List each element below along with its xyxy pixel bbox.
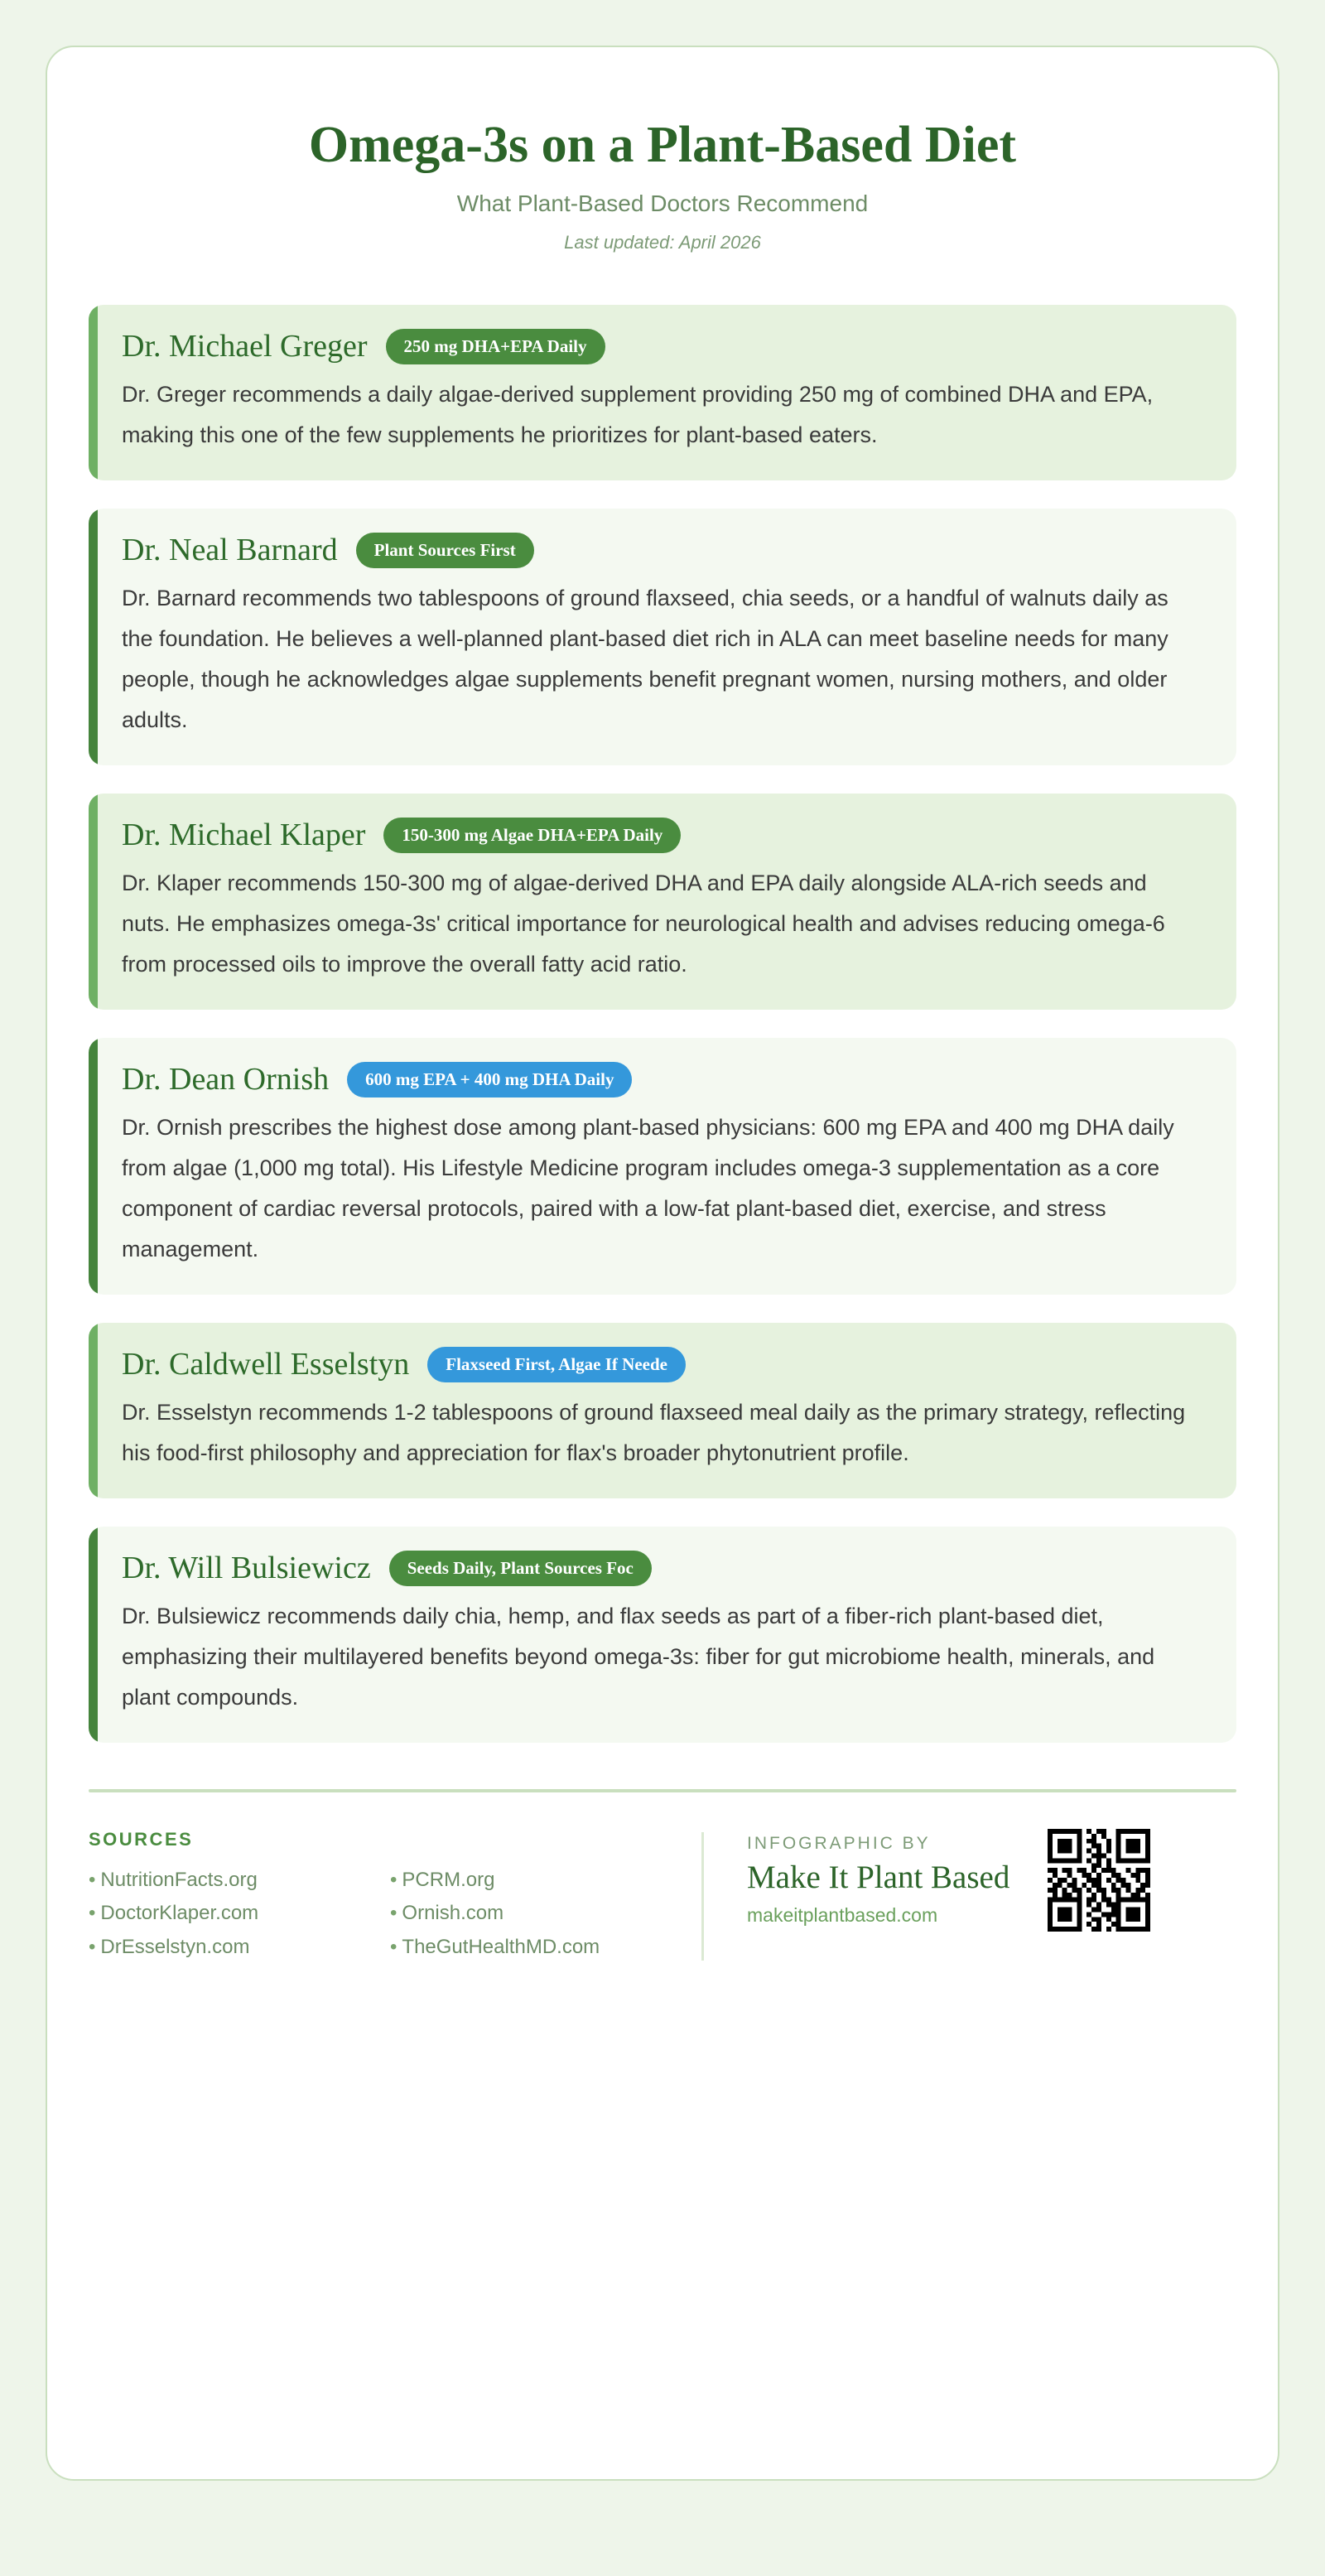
bullet-icon: •	[89, 1868, 96, 1891]
doctor-name: Dr. Dean Ornish	[122, 1062, 330, 1097]
doctor-card	[89, 305, 1236, 480]
card-header	[122, 532, 1207, 570]
card-header	[122, 817, 1207, 855]
bullet-icon: •	[89, 1902, 96, 1925]
bullet-icon: •	[390, 1935, 398, 1958]
doctor-name: Dr. Will Bulsiewicz	[122, 1550, 371, 1585]
bullet-icon: •	[390, 1868, 398, 1891]
source-label: DrEsselstyn.com	[100, 1935, 250, 1958]
doctor-recommendation-text: Dr. Greger recommends a daily algae-derived supplement providing 250 mg of combined DHA and EPA, making this one of the few supplements he prioritizes for plant-based eaters.	[122, 381, 1154, 447]
page-title: Omega-3s on a Plant-Based Diet	[308, 117, 1017, 173]
brand-url[interactable]: makeitplantbased.com	[747, 1903, 938, 1926]
source-item[interactable]	[390, 1931, 668, 1964]
source-label: NutritionFacts.org	[100, 1868, 258, 1891]
source-label: PCRM.org	[402, 1868, 495, 1891]
sources-columns	[89, 1864, 668, 1964]
card-accent-bar	[89, 1527, 98, 1743]
brand-text	[747, 1834, 1009, 1927]
recommendation-badge: Plant Sources First	[356, 533, 534, 568]
sources-column-left	[89, 1864, 367, 1964]
doctor-cards-list	[89, 305, 1236, 1743]
doctor-card	[89, 1527, 1236, 1743]
bullet-icon: •	[89, 1935, 96, 1958]
doctor-name: Dr. Michael Greger	[122, 329, 368, 364]
source-item[interactable]	[89, 1931, 367, 1964]
bullet-icon: •	[390, 1902, 398, 1925]
source-label: DoctorKlaper.com	[100, 1902, 259, 1925]
recommendation-badge: 150-300 mg Algae DHA+EPA Daily	[383, 818, 681, 853]
doctor-name: Dr. Neal Barnard	[122, 532, 338, 567]
card-header	[122, 1550, 1207, 1588]
card-header	[122, 1346, 1207, 1384]
card-accent-bar	[89, 305, 98, 480]
footer	[89, 1829, 1236, 1964]
source-item[interactable]	[390, 1897, 668, 1930]
card-header	[122, 328, 1207, 366]
qr-code-icon[interactable]	[1048, 1829, 1150, 1932]
source-item[interactable]	[89, 1864, 367, 1897]
card-accent-bar	[89, 1323, 98, 1498]
brand-block	[704, 1829, 1236, 1932]
source-item[interactable]	[89, 1897, 367, 1930]
doctor-recommendation-text: Dr. Ornish prescribes the highest dose among plant-based physicians: 600 mg EPA and 400 mg DHA daily from algae (1,000 mg total). His Lifestyle Medicine program includes omega-3 supplementation as a core component of cardiac reversal protocols, paired with a low-fat plant-based diet, exercise, and stress management.	[122, 1114, 1174, 1261]
doctor-recommendation-text: Dr. Barnard recommends two tablespoons of ground flaxseed, chia seeds, or a handful of walnuts daily as the foundation. He believes a well-planned plant-based diet rich in ALA can meet baseline needs for many people, though he acknowledges algae supplements benefit pregnant women, nursing mothers, and older adults.	[122, 585, 1168, 732]
recommendation-badge: Flaxseed First, Algae If Neede	[427, 1347, 686, 1382]
doctor-card	[89, 509, 1236, 765]
source-label: TheGutHealthMD.com	[402, 1935, 600, 1958]
brand-name: Make It Plant Based	[747, 1859, 1010, 1895]
infographic-sheet	[46, 46, 1279, 2481]
page-subtitle: What Plant-Based Doctors Recommend	[456, 191, 869, 217]
doctor-recommendation-text: Dr. Esselstyn recommends 1-2 tablespoons of ground flaxseed meal daily as the primary strategy, reflecting his food-first philosophy and appreciation for flax's broader phytonutrient profile.	[122, 1399, 1186, 1465]
recommendation-badge: 250 mg DHA+EPA Daily	[386, 329, 605, 364]
sources-heading: SOURCES	[89, 1828, 194, 1850]
doctor-recommendation-text: Dr. Klaper recommends 150-300 mg of algae-derived DHA and EPA daily alongside ALA-rich seeds and nuts. He emphasizes omega-3s' critical importance for neurological health and advises reducing omega-6 from processed oils to improve the overall fatty acid ratio.	[122, 870, 1165, 977]
card-header	[122, 1061, 1207, 1099]
doctor-name: Dr. Caldwell Esselstyn	[122, 1347, 410, 1382]
source-label: Ornish.com	[402, 1902, 504, 1925]
last-updated-text: Last updated: April 2026	[564, 232, 761, 253]
card-accent-bar	[89, 509, 98, 765]
doctor-card	[89, 1038, 1236, 1295]
recommendation-badge: Seeds Daily, Plant Sources Foc	[389, 1551, 652, 1586]
footer-divider	[89, 1789, 1236, 1792]
source-item[interactable]	[390, 1864, 668, 1897]
recommendation-badge: 600 mg EPA + 400 mg DHA Daily	[347, 1062, 632, 1097]
doctor-card	[89, 1323, 1236, 1498]
doctor-name: Dr. Michael Klaper	[122, 818, 366, 853]
sources-block	[89, 1829, 701, 1964]
sources-column-right	[390, 1864, 668, 1964]
doctor-card	[89, 794, 1236, 1010]
card-accent-bar	[89, 794, 98, 1010]
doctor-recommendation-text: Dr. Bulsiewicz recommends daily chia, hemp, and flax seeds as part of a fiber-rich plant-based diet, emphasizing their multilayered benefits beyond omega-3s: fiber for gut microbiome health, minerals, and plant compounds.	[122, 1603, 1155, 1710]
header	[89, 95, 1236, 270]
card-accent-bar	[89, 1038, 98, 1295]
brand-kicker: INFOGRAPHIC BY	[747, 1833, 931, 1853]
